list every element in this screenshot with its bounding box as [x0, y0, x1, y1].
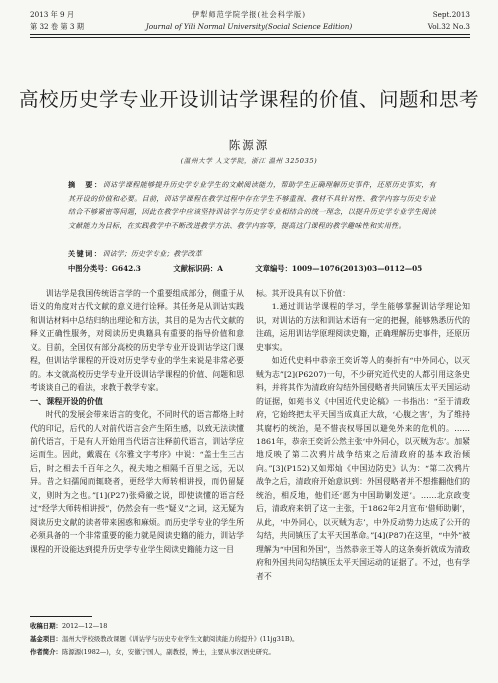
- abstract-text: 训诂学课程能够提升历史学专业学生的文献阅读能力，帮助学生正确理解历史事件，还原历史事实，有其开设的价值和必要。目前，训诂学课程在教学过程中存在学生不够重视、教材不具针对性、教学内容与历史专业结合不够紧密等问题，因此在教学中应该坚持训诂学与历史学专业相结合的统一理念，以提升历史学专业学生阅读文献能力为目标，在实践教学中不断改进教学方法、教学内容等，提高这门课程的教学趣味性和实用性。: [68, 180, 436, 230]
- bio-label: 作者简介：: [30, 648, 62, 656]
- keywords: [68, 248, 448, 260]
- abstract-label: 摘 要：: [68, 180, 103, 189]
- footnote-bio: [30, 646, 480, 658]
- body-column-right: [256, 287, 470, 605]
- classification-line: [68, 264, 452, 274]
- section-heading: 一、课程开设的价值: [30, 395, 103, 406]
- footnote-fund: [30, 633, 480, 645]
- body-paragraph-continued: 标。其开设具有以下价值：: [256, 289, 351, 298]
- header-volume-issue-cn: 第 32 卷 第 3 期: [30, 22, 84, 31]
- article-number: 文章编号：1009—1076(2013)03—0112—05: [255, 264, 423, 273]
- author-name: 陈源源: [228, 138, 270, 152]
- fund-text: 温州大学校级教改课题《训诂学与历史专业学生文献阅读能力的提升》(11jg31B)。: [61, 635, 299, 643]
- received-label: 收稿日期：: [30, 622, 62, 630]
- document-code: 文献标识码：A: [173, 264, 223, 273]
- body-paragraph: 时代的发展会带来语言的变化，不同时代的语言都烙上时代的印记，后代的人对前代语言会产生陌生感，以致无法读懂前代语言，于是有人开始用当代语言注释前代语言，训诂学应运而生。因此，戴震在《尔雅文字考序》中说：“盖士生三古后，时之相去千百年之久，视夫地之相隔千百里之远，无以异。昔之妇孺闻而辄晓者，更经学大师转相讲授，而仍留疑义，则时为之也。”[1](P27)张舜徽之说，即使读懂的语言经过“经学大师转相讲授”，仍然会有一些“疑义”之词，这无疑为阅读历史文献的读者带来困惑和麻烦。而历史学专业的学生所必须具备的一个非常重要的能力就是阅读史籍的能力，训诂学课程的开设能达到提升历史学专业学生阅读史籍能力这一目: [30, 410, 244, 554]
- article-title: 高校历史学专业开设训诂学课程的价值、问题和思考: [18, 88, 479, 111]
- author-affiliation: (温州大学 人文学院，浙江 温州 325035): [180, 157, 318, 165]
- header-date: 2013 年 9 月: [30, 10, 75, 19]
- body-paragraph: 如近代史料中恭亲王奕䜣等人的奏折有“中外同心，以灭贼为志”[2](P6207)一句，不少研究近代史的人都引用这条史料，并将其作为清政府勾结外国侵略者共同镇压太平天国运动的证据，如苑书义《中国近代史论稿》一书指出：“至于清政府，它始终把太平天国当成真正大敌，‘心腹之害’，为了维持其腐朽的统治，是不惜丧权辱国以避免外来的危机的。……1861年，恭亲王奕䜣公然主张‘中外同心，以灭贼为志’。加紧地反映了第二次鸦片战争结束之后清政府的基本政治倾向。”[3](P152)又如郑灿《中国边防史》认为：“第二次鸦片战争之后，清政府开始意识到：外国侵略者并不想推翻他们的统治，相反地，他们还‘愿为中国助剿发逆’。……北京政变后，清政府来钥了这一主张，于1862年2月宣布‘借师助剿’，从此，‘中外同心，以灭贼为志’，中外反动势力达成了公开的勾结，共同镇压了太平天国革命。”[4](P87)在这里，“中外”被理解为“中国和外国”，当然恭亲王等人的这条奏折就成为清政府和外国共同勾结镇压太平天国运动的证据了。不过，也有学者不: [256, 356, 470, 581]
- footnote-received: [30, 620, 480, 632]
- keywords-text: 训诂学；历史学专业；教学改革: [102, 249, 202, 258]
- body-column-left: [30, 287, 244, 605]
- header-rule-thick: [30, 34, 470, 35]
- bio-text: 陈源源(1982—)，女，安徽宁国人，副教授，博士，主要从事汉语史研究。: [61, 648, 275, 656]
- header-journal-en: Journal of Yili Normal University(Social Science Edition): [145, 22, 353, 31]
- fund-label: 基金项目：: [30, 635, 62, 643]
- clc-number: 中图分类号：G642.3: [68, 264, 141, 273]
- body-paragraph: 训诂学是我国传统语言学的一个重要组成部分，侧重于从语义的角度对古代文献的意义进行诠释。其任务是从训诂实践和训诂材料中总结归纳出理论和方法，其目的是为古代文献的释义正确性服务，对阅读历史典籍具有重要的指导价值和意义。目前，全国仅有部分高校的历史学专业开设训诂学这门课程，但训诂学课程的开设对历史学专业的学生来说是非常必要的。本文就高校历史学专业开设训诂学课程的价值、问题和思考谈谈自己的看法，求教于教学专家。: [30, 289, 244, 393]
- keywords-label: 关键词：: [68, 249, 103, 258]
- header-rule-thin: [30, 37, 470, 38]
- body-paragraph: 1.通过训诂学课程的学习，学生能够掌握训诂学理论知识，对训诂的方法和训诂术语有一定的把握，能够熟悉历代的注疏，运用训诂学原理阅读史籍，正确理解历史事件，还原历史事实。: [256, 302, 470, 352]
- header-volume-issue-en: Vol.32 No.3: [427, 22, 470, 31]
- footnote-rule: [30, 616, 92, 617]
- received-date: 2012—12—18: [61, 622, 108, 630]
- header-journal-cn: 伊犁师范学院学报(社会科学版): [191, 10, 307, 19]
- abstract: [68, 178, 436, 232]
- header-publish-date: Sept.2013: [432, 10, 470, 19]
